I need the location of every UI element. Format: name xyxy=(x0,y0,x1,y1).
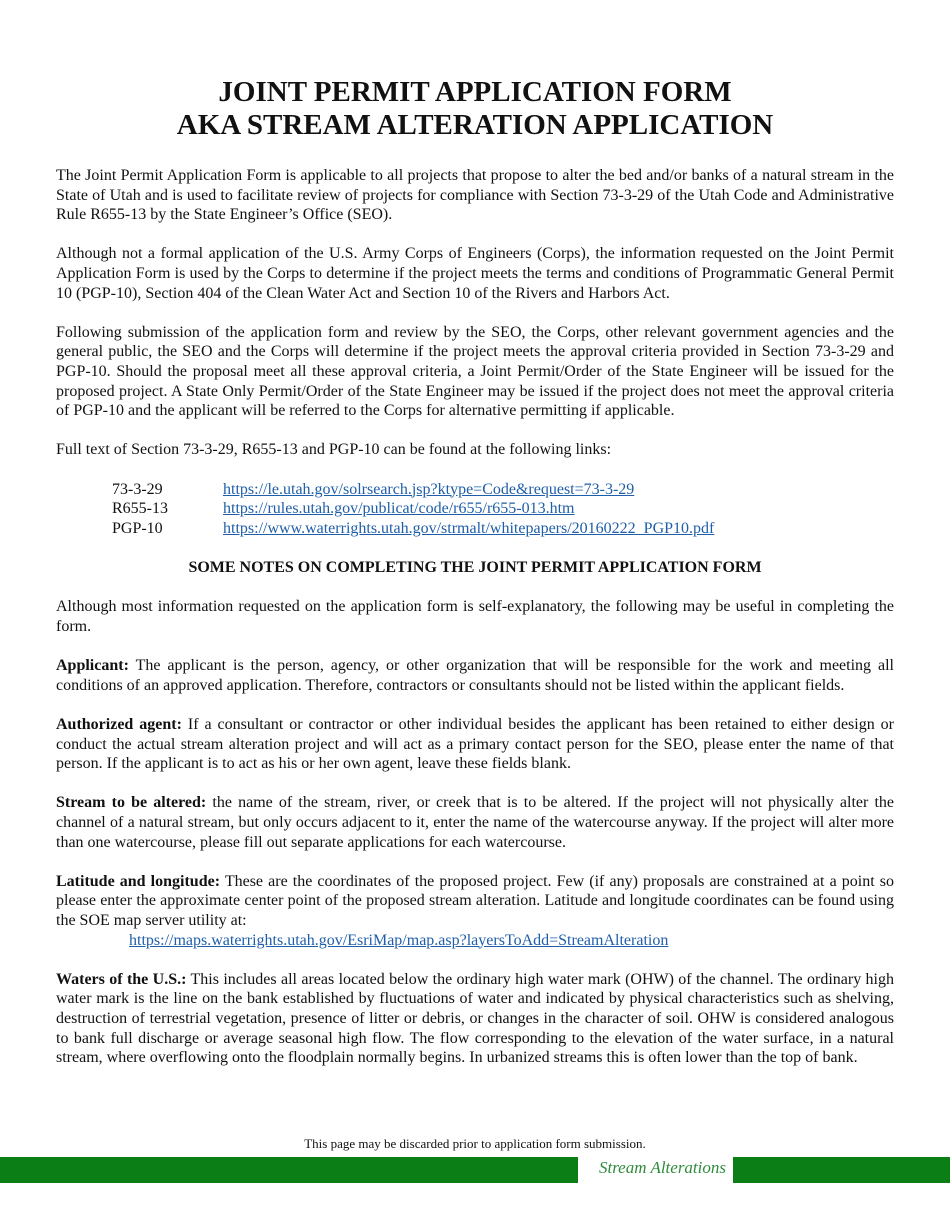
page-title xyxy=(56,76,894,142)
footer-bar-right xyxy=(733,1157,950,1183)
intro-paragraph-1: The Joint Permit Application Form is applicable to all projects that propose to alter the bed and/or banks of a natural stream in the State of Utah and is used to facilitate review of projects for compliance with Section 73-3-29 of the Utah Code and Administrative Rule R655-13 by the State Engineer’s Office (SEO). xyxy=(56,167,894,224)
intro-paragraph-3: Following submission of the application form and review by the SEO, the Corps, other relevant government agencies and the general public, the SEO and the Corps will determine if the project meets the approval criteria provided in Section 73-3-29 and PGP-10. Should the proposal meet all these approval criteria, a Joint Permit/Order of the State Engineer will be issued for the proposed project. A State Only Permit/Order of the State Engineer may be issued if the project does not meet the approval criteria of PGP-10 and the applicant will be referred to the Corps for alternative permitting if applicable. xyxy=(56,323,894,420)
notes-intro: Although most information requested on the application form is self-explanatory, the following may be useful in completing the form. xyxy=(56,598,894,636)
note-term: Stream to be altered: xyxy=(56,794,207,812)
note-waters-of-us xyxy=(56,970,894,1068)
link-73-3-29[interactable]: https://le.utah.gov/solrsearch.jsp?ktype=Code&request=73-3-29 xyxy=(223,480,635,498)
note-term: Authorized agent: xyxy=(56,716,182,734)
note-stream-to-be-altered xyxy=(56,793,894,852)
page-title-line-1: JOINT PERMIT APPLICATION FORM xyxy=(218,76,732,108)
note-text: The applicant is the person, agency, or other organization that will be responsible for the work and meeting all conditions of an approved application. Therefore, contractors or consultants should not be listed within the applicant fields. xyxy=(56,657,894,694)
intro-paragraph-4: Full text of Section 73-3-29, R655-13 and PGP-10 can be found at the following links: xyxy=(56,441,612,459)
note-term: Latitude and longitude: xyxy=(56,872,221,890)
note-text: If a consultant or contractor or other individual besides the applicant has been retained to either design or conduct the actual stream alteration project and will act as a primary contact person for the SEO, please enter the name of that person. If the applicant is to act as his or her own agent, leave these fields blank. xyxy=(56,716,895,773)
note-text: This includes all areas located below the ordinary high water mark (OHW) of the channel. The ordinary high water mark is the line on the bank established by fluctuations of water and indicated by physical characteristics such as shelving, destruction of terrestrial vegetation, presence of litter or debris, or changes in the character of soil. OHW is considered analogous to bank full discharge or average seasonal high flow. The flow corresponding to the elevation of the water surface, in a natural stream, where overflowing onto the floodplain normally begins. In urbanized streams this is often lower than the top of bank. xyxy=(56,970,895,1067)
footer-bar-left xyxy=(0,1157,578,1183)
link-code: PGP-10 xyxy=(112,519,163,537)
link-r655-13[interactable]: https://rules.utah.gov/publicat/code/r655/r655-013.htm xyxy=(223,500,575,518)
note-text: the name of the stream, river, or creek that is to be altered. If the project will not physically alter the channel of a natural stream, but only occurs adjacent to it, enter the name of the watercourse anyway. If the project will alter more than one watercourse, please fill out separate applications for each watercourse. xyxy=(56,794,895,851)
reference-links-list xyxy=(112,480,894,539)
note-text: These are the coordinates of the proposed project. Few (if any) proposals are constrained at a point so please enter the approximate center point of the proposed stream alteration. Latitude and longitude coordinates can be found using the SOE map server utility at: xyxy=(56,872,894,929)
notes-heading: SOME NOTES ON COMPLETING THE JOINT PERMIT APPLICATION FORM xyxy=(188,559,762,577)
intro-paragraph-2: Although not a formal application of the U.S. Army Corps of Engineers (Corps), the information requested on the Joint Permit Application Form is used by the Corps to determine if the project meets the terms and conditions of Programmatic General Permit 10 (PGP-10), Section 404 of the Clean Water Act and Section 10 of the Rivers and Harbors Act. xyxy=(56,245,894,302)
note-term: Applicant: xyxy=(56,657,129,675)
map-server-link[interactable]: https://maps.waterrights.utah.gov/EsriMap/map.asp?layersToAdd=StreamAlteration xyxy=(129,931,669,949)
note-authorized-agent xyxy=(56,715,894,774)
page-title-line-2: AKA STREAM ALTERATION APPLICATION xyxy=(176,109,774,141)
reference-link-row xyxy=(112,499,894,519)
footer-bar xyxy=(0,1157,950,1183)
page-content xyxy=(56,76,894,1068)
footer-discard-note: This page may be discarded prior to application form submission. xyxy=(304,1136,646,1151)
note-latitude-longitude xyxy=(56,872,894,931)
reference-link-row xyxy=(112,480,894,500)
map-server-link-row xyxy=(129,931,894,951)
reference-link-row xyxy=(112,519,894,539)
note-term: Waters of the U.S.: xyxy=(56,970,187,988)
link-code: R655-13 xyxy=(112,500,168,518)
link-code: 73-3-29 xyxy=(112,480,163,498)
footer-section-label: Stream Alterations xyxy=(598,1158,726,1177)
link-pgp-10[interactable]: https://www.waterrights.utah.gov/strmalt/whitepapers/20160222_PGP10.pdf xyxy=(223,519,715,537)
note-applicant xyxy=(56,656,894,695)
